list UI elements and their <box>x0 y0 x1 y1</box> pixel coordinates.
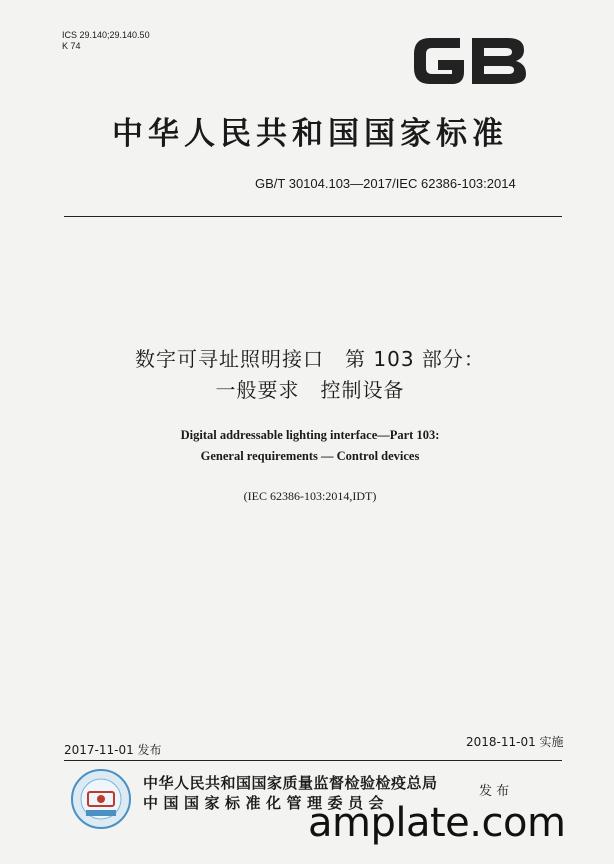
standard-title: 中华人民共和国国家标准 <box>112 116 508 152</box>
adoption-note: (IEC 62386-103:2014,IDT) <box>243 489 377 503</box>
chinese-title-line-1: 数字可寻址照明接口 第 103 部分： <box>135 347 485 371</box>
footer-divider <box>64 760 562 761</box>
watermark: amplate.com <box>308 800 566 846</box>
publish-label: 发 布 <box>479 784 510 799</box>
classification-code: K 74 <box>62 41 81 51</box>
issue-date: 2017-11-01 发布 <box>64 743 162 757</box>
anti-counterfeit-seal-icon <box>70 768 132 830</box>
ics-block <box>62 30 150 52</box>
gb-logo <box>408 30 530 92</box>
publisher-sac: 中国国家标准化管理委员会 <box>143 794 390 812</box>
implementation-date: 2018-11-01 实施 <box>466 735 564 749</box>
ics-code: ICS 29.140;29.140.50 <box>62 30 150 40</box>
header-divider <box>64 216 562 217</box>
standard-number: GB/T 30104.103—2017/IEC 62386-103:2014 <box>255 176 516 191</box>
publisher-aqsiq: 中华人民共和国国家质量监督检验检疫总局 <box>143 774 438 792</box>
english-title-line-1: Digital addressable lighting interface—Part 103: <box>180 428 440 442</box>
english-title-line-2: General requirements — Control devices <box>200 449 420 463</box>
chinese-title-line-2: 一般要求 控制设备 <box>215 378 405 402</box>
